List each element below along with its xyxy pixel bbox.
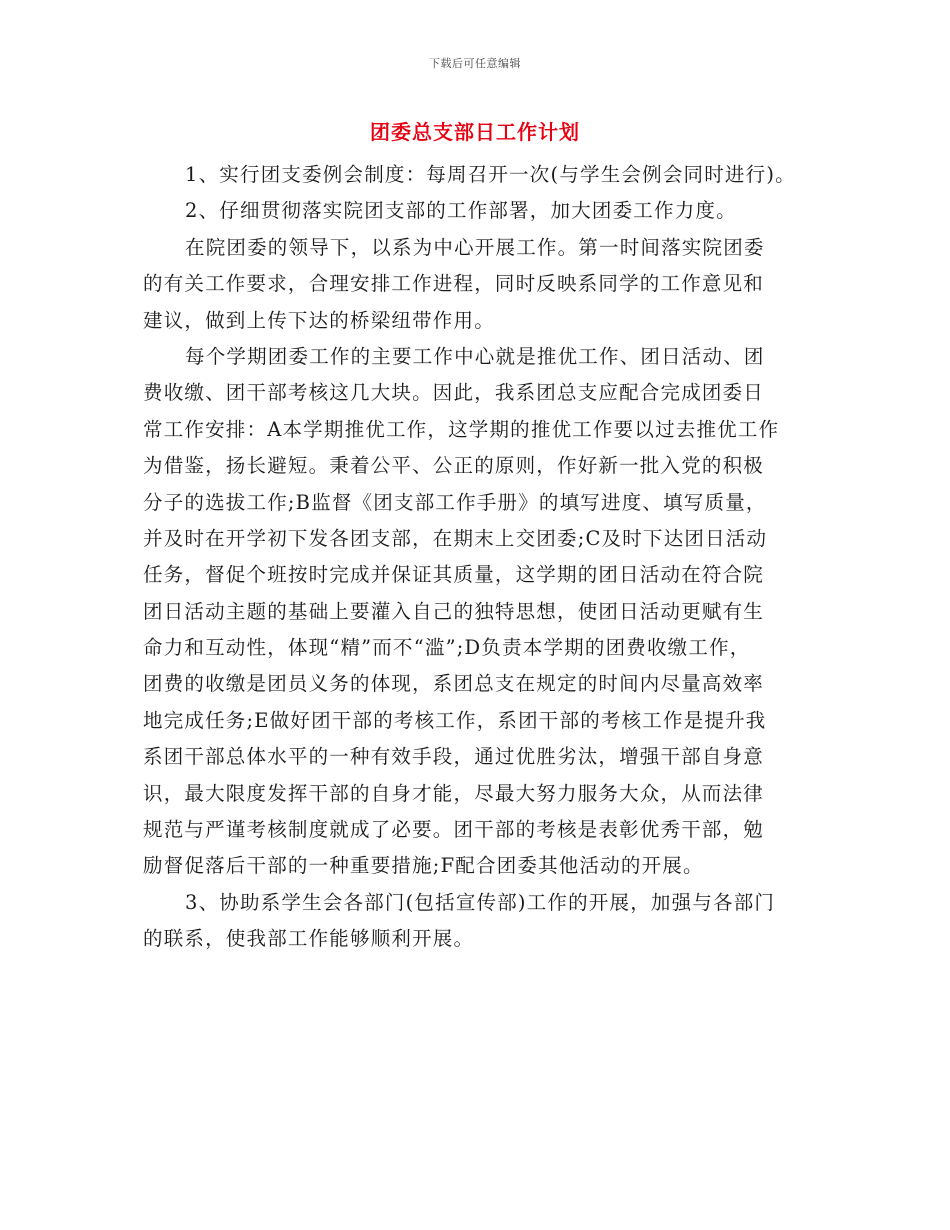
body-line: 费收缴、团干部考核这几大块。因此，我系团总支应配合完成团委日: [143, 381, 765, 405]
body-line: 每个学期团委工作的主要工作中心就是推优工作、团日活动、团: [185, 344, 765, 368]
body-line: 规范与严谨考核制度就成了必要。团干部的考核是表彰优秀干部，勉: [143, 818, 765, 842]
body-line: 并及时在开学初下发各团支部，在期末上交团委;C及时下达团日活动: [143, 526, 768, 550]
body-line: 为借鉴，扬长避短。秉着公平、公正的原则，作好新一批入党的积极: [143, 454, 765, 478]
body-line: 分子的选拔工作;B监督《团支部工作手册》的填写进度、填写质量，: [143, 490, 767, 514]
body-line: 建议，做到上传下达的桥梁纽带作用。: [143, 308, 495, 332]
document-title: 团委总支部日工作计划: [370, 120, 580, 144]
body-line: 命力和互动性，体现“精”而不“滥”;D负责本学期的团费收缴工作，: [143, 636, 751, 660]
document-body: [143, 157, 823, 958]
body-line: 团日活动主题的基础上要灌入自己的独特思想，使团日活动更赋有生: [143, 599, 765, 623]
body-line: 识，最大限度发挥干部的自身才能，尽最大努力服务大众，从而法律: [143, 781, 765, 805]
body-line: 系团干部总体水平的一种有效手段，通过优胜劣汰，增强干部自身意: [143, 745, 765, 769]
body-line: 的有关工作要求，合理安排工作进程，同时反映系同学的工作意见和: [143, 272, 765, 296]
body-line: 任务，督促个班按时完成并保证其质量，这学期的团日活动在符合院: [143, 563, 765, 587]
body-line: 的联系，使我部工作能够顺利开展。: [143, 927, 475, 951]
header-note: 下载后可任意编辑: [429, 57, 521, 70]
body-line: 2、仔细贯彻落实院团支部的工作部署，加大团委工作力度。: [185, 199, 737, 223]
body-line: 团费的收缴是团员义务的体现，系团总支在规定的时间内尽量高效率: [143, 672, 765, 696]
body-line: 3、协助系学生会各部门(包括宣传部)工作的开展，加强与各部门: [185, 890, 776, 914]
body-line: 励督促落后干部的一种重要措施;F配合团委其他活动的开展。: [143, 854, 704, 878]
body-line: 常工作安排：A本学期推优工作，这学期的推优工作要以过去推优工作: [143, 417, 780, 441]
body-line: 1、实行团支委例会制度：每周召开一次(与学生会例会同时进行)。: [185, 163, 796, 186]
body-line: 在院团委的领导下，以系为中心开展工作。第一时间落实院团委: [185, 235, 765, 259]
body-line: 地完成任务;E做好团干部的考核工作，系团干部的考核工作是提升我: [143, 708, 767, 732]
